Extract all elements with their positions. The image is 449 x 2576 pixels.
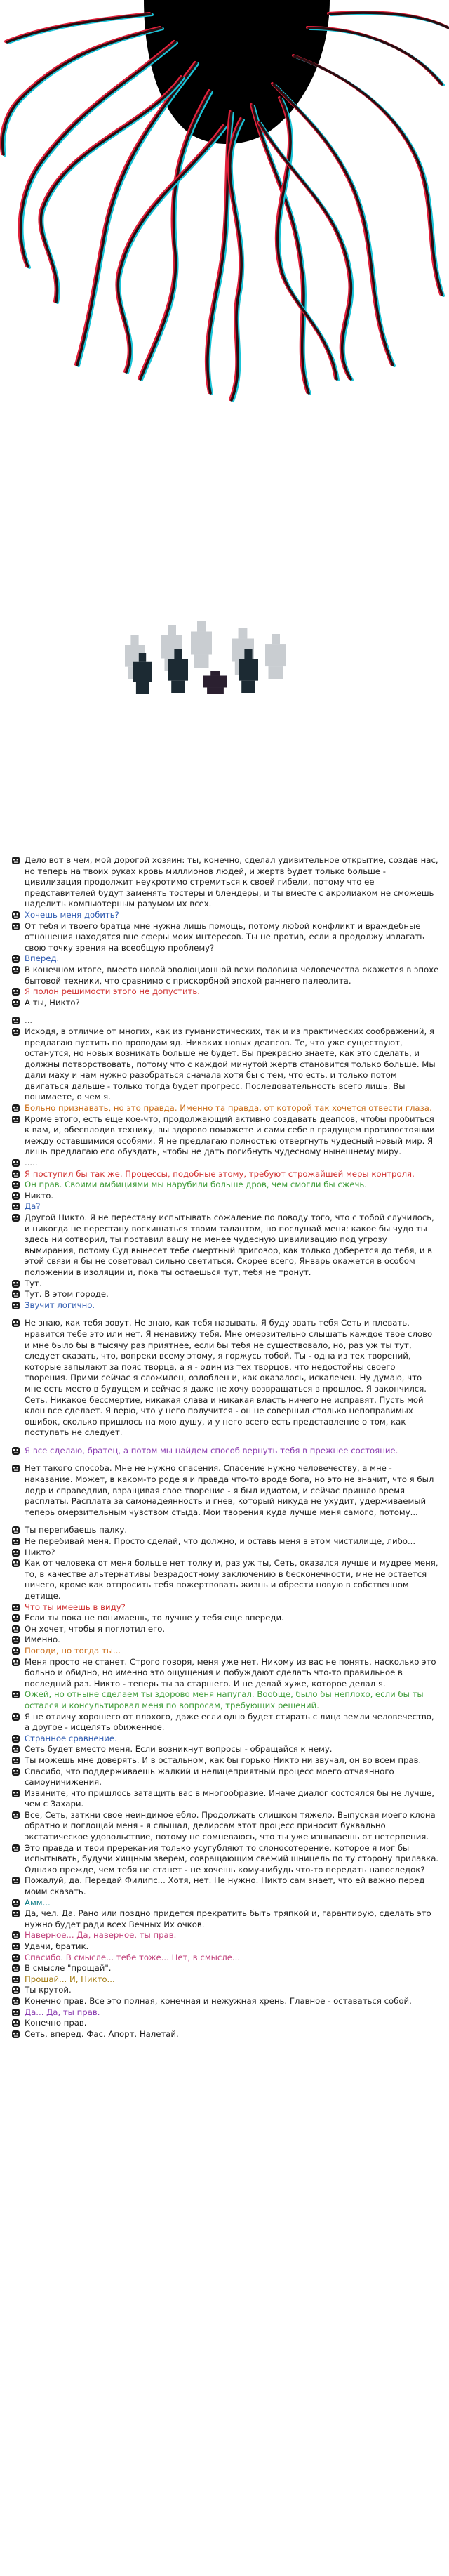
dialogue-line xyxy=(11,998,439,1009)
dialogue-line xyxy=(11,1963,439,1974)
dialogue-line xyxy=(11,1114,439,1158)
dialogue-line xyxy=(11,1930,439,1941)
ghost-figure-5 xyxy=(265,634,286,679)
dialogue-line xyxy=(11,921,439,954)
tentacle-red-8 xyxy=(307,27,441,84)
dialogue-line xyxy=(11,1843,439,1876)
mask-icon xyxy=(11,1876,20,1885)
mask-icon xyxy=(11,1027,20,1036)
dialogue-text: Конечно прав. xyxy=(25,2018,87,2028)
dialogue-line xyxy=(11,1191,439,1202)
mask-icon xyxy=(11,2008,20,2017)
mask-icon xyxy=(11,1909,20,1918)
dialogue-text: Удачи, братик. xyxy=(25,1941,89,1951)
dialogue-line xyxy=(11,1289,439,1300)
dialogue-text: Я поступил бы так же. Процессы, подобные этому, требуют строжайшей меры контроля. xyxy=(25,1168,415,1179)
dialogue-text: Ожей, но отныне сделаем ты здорово меня напугал. Вообще, было бы неплохо, если бы ты остался и консультировал меня по вопросам, требующих решений. xyxy=(25,1689,424,1710)
mask-icon xyxy=(11,1016,20,1025)
mask-icon xyxy=(11,1464,20,1473)
dialogue-text: Исходя, в отличие от многих, как из гуманистических, так и из практических соображений, я предлагаю пустить по проводам яд. Никаких новых деапсов. Те, что уже существуют, останутся, но новых возникать больше не будет. Вы прекрасно знаете, как это сделать, и должны потворствовать, потому что с каждой минутой жертв становится только больше. Мы дали маху и нам нужно разобраться сначала хотя бы с тем, что есть, и только потом двигаться дальше - только тогда будет прогресс. Последовательность всего лишь. Вы понимаете, о чем я. xyxy=(25,1026,436,1102)
dialogue-text: В смысле "прощай". xyxy=(25,1963,112,1974)
dialogue-line xyxy=(11,1689,439,1711)
mask-icon xyxy=(11,1986,20,1995)
dialogue-line xyxy=(11,2018,439,2029)
dialogue-text: Спасибо. В смысле... тебе тоже... Нет, в смысле... xyxy=(25,1952,241,1962)
dialogue-line xyxy=(11,1103,439,1114)
tentacle-cyan-8 xyxy=(310,29,443,85)
dialogue-text: Ты крутой. xyxy=(25,1985,72,1995)
dialogue-line xyxy=(11,1318,439,1439)
mask-icon xyxy=(11,1603,20,1612)
dialogue-line xyxy=(11,1974,439,1986)
dialogue-text: Да, чел. Да. Рано или поздно придется прекратить быть тряпкой и, гарантирую, сделать это нужно будет ради всех Вечных Их очков. xyxy=(25,1908,431,1929)
dialogue-text: Вперед. xyxy=(25,953,60,964)
dialogue-text: Никто. xyxy=(25,1190,54,1201)
mask-icon xyxy=(11,1756,20,1765)
dialogue-text: Больно признавать, но это правда. Именно та правда, от которой так хочется отвести глаза. xyxy=(25,1103,432,1114)
dialogue-text: Да... Да, ты прав. xyxy=(25,2007,100,2017)
dialogue-line xyxy=(11,1446,439,1457)
dialogue-line xyxy=(11,855,439,910)
dialogue-text: ... xyxy=(25,1015,33,1026)
dialogue-text: Да? xyxy=(25,1201,41,1212)
dialogue-line xyxy=(11,1624,439,1635)
dialogue-line xyxy=(11,1657,439,1690)
dialogue-line xyxy=(11,2007,439,2019)
mask-icon xyxy=(11,1613,20,1623)
dialogue-text: Что ты имеешь в виду? xyxy=(25,1601,126,1612)
dialogue-text: Он прав. Своими амбициями мы нарубили больше дров, чем смогли бы сжечь. xyxy=(25,1180,368,1190)
mask-icon xyxy=(11,1202,20,1211)
dialogue-text: Другой Никто. Я не перестану испытывать сожаление по поводу того, что с тобой случилось, и никогда не перестану восхищаться твоим талантом, но послушай меня: какое бы чудо ты здесь ни сотворил, ты поставил вашу не менее чудесную цивилизацию под угрозу вымирания, потому Суд вынесет тебе смертный приговор, как только доберется до тебя, и в этой связи я бы не советовал сильно светиться. Скорее всего, Январь окажется в особом положении в изоляции и, пока ты остаешься тут, тебя не тронут. xyxy=(25,1213,434,1277)
dialogue-text: Я все сделаю, братец, а потом мы найдем способ вернуть тебя в прежнее состояние. xyxy=(25,1445,398,1455)
mask-icon xyxy=(11,1537,20,1546)
mask-icon xyxy=(11,1953,20,1962)
dialogue-text: Ты перегибаешь палку. xyxy=(25,1525,128,1535)
dialogue-line xyxy=(11,1213,439,1279)
dialogue-line xyxy=(11,986,439,998)
dialogue-line xyxy=(11,1908,439,1930)
dialogue-line xyxy=(11,1536,439,1547)
dialogue-text: Конечно прав. Все это полная, конечная и нежужная хрень. Главное - оставаться собой. xyxy=(25,1995,412,2006)
dialogue-line xyxy=(11,1898,439,1909)
mask-icon xyxy=(11,1559,20,1568)
dialogue-text: В конечном итоге, вместо новой эволюционной вехи половина человечества окажется в эпохе бытовой техники, что сравнимо с прискорбной эпохой раннего палеолита. xyxy=(25,964,439,986)
mask-icon xyxy=(11,1931,20,1940)
mask-icon xyxy=(11,2030,20,2039)
mask-icon xyxy=(11,911,20,920)
mask-icon xyxy=(11,1942,20,1951)
mask-icon xyxy=(11,1104,20,1113)
mask-icon xyxy=(11,1290,20,1299)
dialogue-text: Никто? xyxy=(25,1547,55,1557)
dialogue-line xyxy=(11,1180,439,1191)
mask-icon xyxy=(11,1446,20,1455)
dialogue-line xyxy=(11,1646,439,1657)
dialogue-line xyxy=(11,1463,439,1518)
mask-icon xyxy=(11,1158,20,1168)
dialogue-line xyxy=(11,1744,439,1755)
mask-icon xyxy=(11,954,20,963)
mask-icon xyxy=(11,1997,20,2006)
mask-icon xyxy=(11,1115,20,1124)
dark-mass xyxy=(144,0,330,144)
dialogue-text: Не знаю, как тебя зовут. Не знаю, как тебя называть. Я буду звать тебя Сеть и плевать, нравится тебе это или нет. Я ненавижу тебя. Мне омерзительно слышать каждое твое слово и мне было бы в тысячу раз приятнее, если бы тебя не существовало, но, раз уж ты тут, следует сказать, что, вопреки всему этому, я горжусь тобой. Ты - одна из тех творений, которые запылают за пояс творца, а я - один из тех творцов, что недостойны своего творения. Прими сейчас я сложилен, озлоблен и, как оказалось, искалечен. Ну думаю, что мне есть место в будущем и сейчас я даже не хочу возвращаться в прошлое. Я закончился. Сеть. Никакое бессмертие, никакая слава и никакая власть ничего не исправят. Пусть мой клон все сделает. Я верю, что у него получится - он не совершил столько непоправимых ошибок, сколько пришлось на мою душу, и у него всего есть представление о том, как поступать не следует. xyxy=(25,1318,433,1438)
dialogue-text: Все, Сеть, заткни свое неиндимое ебло. Продолжать слишком тяжело. Выпуская моего клона обратно и поглощай меня - я слышал, делирсам этот процесс приносит буквально экстатическое удовольствие, потому не сомневаюсь, что ты уже изнываешь от нетерпения. xyxy=(25,1809,436,1842)
dialogue-text: Кроме этого, есть еще кое-что, продолжающий активно создавать деапсов, чтобы пробиться к вам, и, обесплодив технику, вы здорово поможете и сами себе в грядущем противостоянии между оставшимися особями. Я не предлагаю полностью отвергнуть чудесный новый мир. Я лишь предлагаю его обуздать, чтобы не дать погибнуть чудесному нынешнему миру. xyxy=(25,1114,435,1157)
dialogue-line xyxy=(11,1201,439,1213)
scene-artwork xyxy=(0,0,449,843)
dialogue-text: Сеть будет вместо меня. Если возникнут вопросы - обращайся к нему. xyxy=(25,1744,333,1755)
mask-icon xyxy=(11,1635,20,1644)
dialogue-line xyxy=(11,1953,439,1964)
dialogue-text: Дело вот в чем, мой дорогой хозяин: ты, конечно, сделал удивительное открытие, создав нас, но теперь на твоих руках кровь миллионов людей, и жертв будет только больше - цивилизация продолжит неукротимо стремиться к своей гибели, потому что ее представителей будут заменять тостеры и блендеры, и ты вместе с акролиаком не сможешь наделить компьютерным разумом их всех. xyxy=(25,855,438,909)
dialogue-text: А ты, Никто? xyxy=(25,997,80,1008)
dialogue-line xyxy=(11,1875,439,1897)
mask-icon xyxy=(11,856,20,865)
dialogue-text: Не перебивай меня. Просто сделай, что должно, и оставь меня в этом чистилище, либо... xyxy=(25,1536,416,1547)
mask-icon xyxy=(11,965,20,975)
dialogue-line xyxy=(11,1558,439,1601)
mask-icon xyxy=(11,1646,20,1656)
dialogue-text: Именно. xyxy=(25,1634,60,1645)
mask-icon xyxy=(11,987,20,996)
dialogue-line xyxy=(11,1634,439,1646)
dialogue-text: Прощай... И, Никто... xyxy=(25,1974,115,1984)
mask-icon xyxy=(11,1191,20,1201)
dialogue-text: Погоди, но тогда ты... xyxy=(25,1645,121,1656)
dialogue-line xyxy=(11,1169,439,1180)
dialogue-line xyxy=(11,1788,439,1810)
mask-icon xyxy=(11,1811,20,1820)
dialogue-text: Меня просто не станет. Строго говоря, меня уже нет. Никому из вас не понять, насколько это больно и обидно, но именно это ощущения и побуждают сделать что-то правильное в последний раз. Никто - теперь ты за старшего. И не делай хуже, которое делал я. xyxy=(25,1656,436,1689)
mask-icon xyxy=(11,1526,20,1535)
dialogue-line xyxy=(11,1712,439,1733)
dialogue-line xyxy=(11,2029,439,2040)
dialogue-line xyxy=(11,1985,439,1996)
dialogue-text: ..... xyxy=(25,1158,38,1168)
tentacle-11 xyxy=(278,98,337,379)
tentacle-8 xyxy=(309,28,442,84)
dialogue-line xyxy=(11,965,439,986)
dialogue-line xyxy=(11,1613,439,1624)
mask-icon xyxy=(11,1964,20,1973)
dialogue-text: Ты можешь мне доверять. И в остальном, как бы горько Никто ни звучал, он во всем прав. xyxy=(25,1755,422,1765)
dialogue-line xyxy=(11,1525,439,1536)
dialogue-line xyxy=(11,1026,439,1103)
ghost-figure-3 xyxy=(191,621,212,668)
dialogue-line xyxy=(11,1602,439,1613)
dialogue-line xyxy=(11,1810,439,1843)
dialogue-line xyxy=(11,1015,439,1026)
dialogue-text: Наверное... Да, наверное, ты прав. xyxy=(25,1930,177,1941)
dialogue-line xyxy=(11,1547,439,1559)
mask-icon xyxy=(11,1625,20,1634)
dialogue-text: От тебя и твоего братца мне нужна лишь помощь, потому любой конфликт и враждебные отношения находятся вне сферы моих интересов. Ты не против, если я продолжу излагать свою точку зрения на всеобщую проблему? xyxy=(25,920,425,953)
dialogue-text: Амм... xyxy=(25,1897,51,1908)
dialogue-text: Я не отличу хорошего от плохого, даже если одно будет стирать с лица земли человечество, а другое - исцелять обиженное. xyxy=(25,1711,434,1733)
mask-icon xyxy=(11,922,20,931)
dialogue-line xyxy=(11,1300,439,1312)
tentacle-red-7 xyxy=(1,27,160,154)
mask-icon xyxy=(11,1213,20,1222)
mask-icon xyxy=(11,1745,20,1754)
mask-icon xyxy=(11,1301,20,1310)
mask-icon xyxy=(11,1170,20,1179)
mask-icon xyxy=(11,1180,20,1189)
dialogue-line xyxy=(11,1766,439,1788)
dialogue-text: Хочешь меня добить? xyxy=(25,909,119,920)
mask-icon xyxy=(11,1844,20,1853)
dialogue-text: Тут. В этом городе. xyxy=(25,1289,109,1300)
game-scene xyxy=(0,0,449,843)
mask-icon xyxy=(11,1898,20,1908)
dialogue-line xyxy=(11,1996,439,2007)
dialogue-line xyxy=(11,910,439,921)
mask-icon xyxy=(11,1319,20,1328)
dialogue-text: Это правда и твои пререкания только усугубляют то слоносотерение, которое я мог бы испытывать, будучи хищным зверем, совращающим свежий шницель по ту сторону прилавка. Однако прежде, чем тебя не станет - не хочешь кому-нибудь что-то передать напоследок? xyxy=(25,1842,439,1875)
dialogue-line xyxy=(11,953,439,965)
mask-icon xyxy=(11,1712,20,1722)
mask-icon xyxy=(11,1658,20,1667)
dialogue-text: Тут. xyxy=(25,1278,42,1288)
dialogue-line xyxy=(11,1755,439,1766)
dialogue-line xyxy=(11,1941,439,1953)
dialogue-text: Я полон решимости этого не допустить. xyxy=(25,986,200,997)
mask-icon xyxy=(11,998,20,1008)
mask-icon xyxy=(11,1767,20,1776)
dialogue-text: Как от человека от меня больше нет толку и, раз уж ты, Сеть, оказался лучше и мудрее меня, то, в качестве альтернативы безрадостному заключению в бесконечности, мне не остается ничего, кроме как отпросить тебя пожертвовать жизнь и обрести новую в собственном детище. xyxy=(25,1558,438,1601)
mask-icon xyxy=(11,1279,20,1288)
mask-icon xyxy=(11,1975,20,1984)
dialogue-text: Сеть, вперед. Фас. Апорт. Налетай. xyxy=(25,2028,179,2039)
dialogue-log xyxy=(0,855,449,2568)
dialogue-text: Если ты пока не понимаешь, то лучше у тебя еще впереди. xyxy=(25,1613,284,1623)
dialogue-line xyxy=(11,1733,439,1745)
dialogue-text: Странное сравнение. xyxy=(25,1733,117,1743)
kneeling-figure-1 xyxy=(203,671,227,694)
dialogue-text: Спасибо, что поддерживаешь жалкий и нелицеприятный процесс моего отчаянного самоуничижения. xyxy=(25,1766,394,1788)
mask-icon xyxy=(11,1734,20,1743)
dialogue-line xyxy=(11,1279,439,1290)
mask-icon xyxy=(11,1690,20,1699)
mask-icon xyxy=(11,1548,20,1557)
mask-icon xyxy=(11,1789,20,1798)
mask-icon xyxy=(11,2019,20,2028)
tentacle-red-6 xyxy=(293,55,441,294)
dialogue-text: Звучит логично. xyxy=(25,1300,95,1310)
dialogue-text: Пожалуй, да. Передай Филипс... Хотя, нет. Не нужно. Никто сам знает, что ей важно перед моим сказать. xyxy=(25,1875,425,1897)
dialogue-line xyxy=(11,1158,439,1169)
dialogue-text: Нет такого способа. Мне не нужно спасения. Спасение нужно человечеству, а мне - наказание. Может, в каком-то роде я и правда что-то вроде бога, но это не значит, что я был лодр и справедлив, взращивая свое творение - я был идиотом, и сейчас пришло время расплаты. Расплата за самонадеянность и гнев, который никуда не ухудит, удерживаемый теперь омерзительным чувством стыда. Мои творения куда лучше меня самого, потому... xyxy=(25,1463,434,1517)
dialogue-text: Извините, что пришлось затащить вас в многообразие. Иначе диалог состоялся бы не лучше, чем с Захари. xyxy=(25,1788,435,1809)
dialogue-text: Он хочет, чтобы я поглотил его. xyxy=(25,1623,166,1634)
